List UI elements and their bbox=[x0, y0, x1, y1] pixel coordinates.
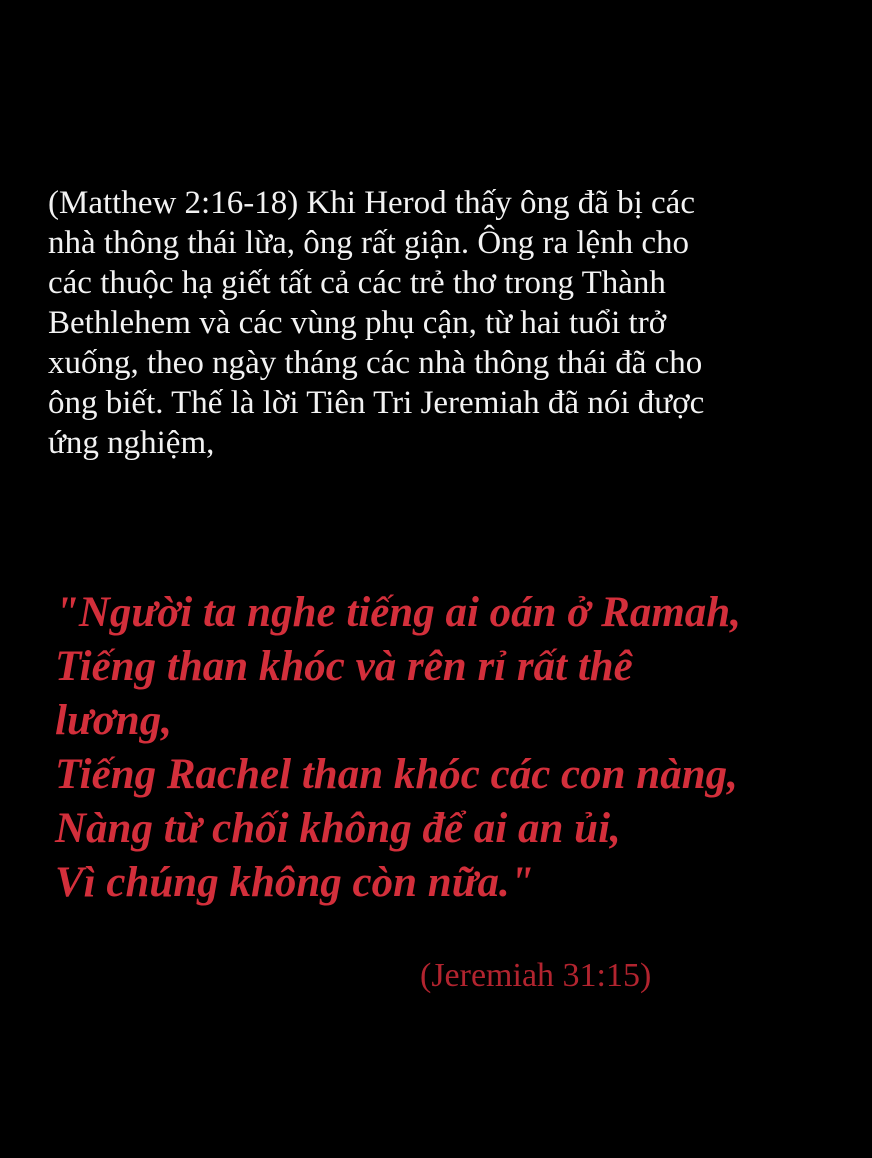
jeremiah-quote bbox=[55, 586, 855, 910]
quote-line: Vì chúng không còn nữa." bbox=[55, 859, 534, 906]
quote-line: Tiếng than khóc và rên rỉ rất thê bbox=[55, 643, 633, 690]
passage-line: Bethlehem và các vùng phụ cận, từ hai tuổi trở bbox=[48, 305, 667, 341]
passage-line: xuống, theo ngày tháng các nhà thông thái đã cho bbox=[48, 345, 703, 381]
passage-line: nhà thông thái lừa, ông rất giận. Ông ra lệnh cho bbox=[48, 225, 690, 261]
passage-line: các thuộc hạ giết tất cả các trẻ thơ trong Thành bbox=[48, 265, 666, 301]
quote-line: Nàng từ chối không để ai an ủi, bbox=[55, 805, 621, 852]
scripture-citation: (Jeremiah 31:15) bbox=[420, 957, 652, 994]
quote-line: "Người ta nghe tiếng ai oán ở Ramah, bbox=[55, 589, 741, 636]
quote-line: Tiếng Rachel than khóc các con nàng, bbox=[55, 751, 738, 798]
passage-line: ông biết. Thế là lời Tiên Tri Jeremiah đã nói được bbox=[48, 385, 705, 421]
matthew-passage bbox=[48, 183, 838, 463]
passage-line: ứng nghiệm, bbox=[48, 425, 215, 461]
passage-line: (Matthew 2:16-18) Khi Herod thấy ông đã bị các bbox=[48, 185, 695, 221]
quote-line: lương, bbox=[55, 697, 172, 744]
